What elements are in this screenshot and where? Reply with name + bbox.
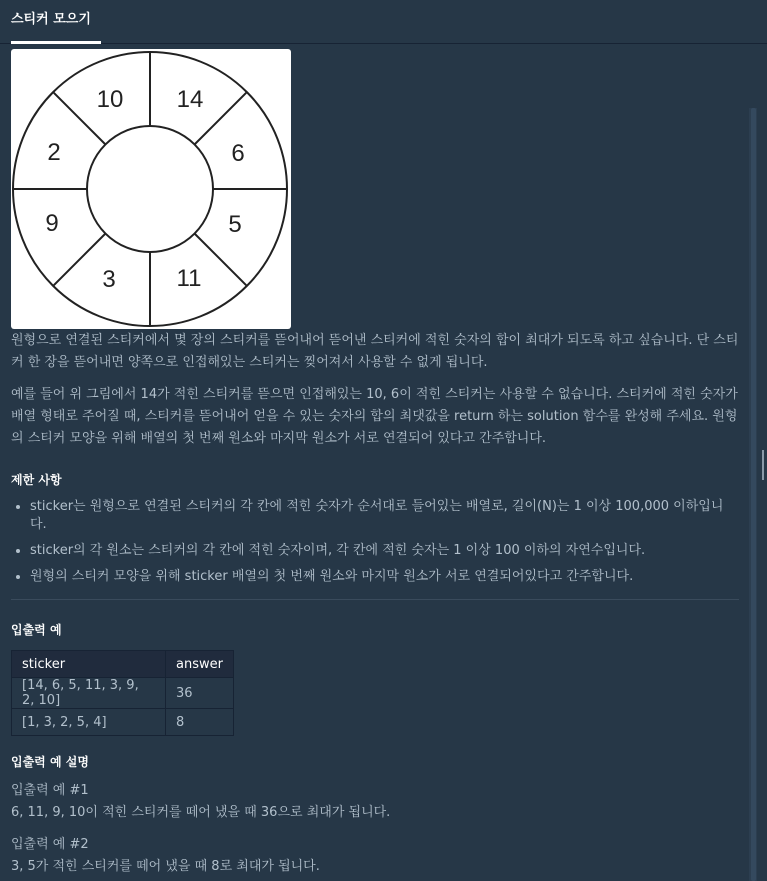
sticker-circle-figure (11, 49, 291, 329)
description-paragraph-2: 예를 들어 위 그림에서 14가 적힌 스티커를 뜯으면 인접해있는 10, 6이 적힌 스티커는 사용할 수 없습니다. 스티커에 적힌 숫자가 배열 형태로 주어질 때, 스티커를 뜯어내어 얻을 수 있는 숫자의 합의 최댓값을 return 하는 solution 함수를 완성해 주세요. 원형의 스티커 모양을 위해 배열의 첫 번째 원소와 마지막 원소가 서로 연결되어 있다고 간주합니다. (11, 387, 738, 446)
sticker-number: 10 (96, 86, 124, 113)
explanation-heading: 입출력 예 설명 (11, 755, 89, 769)
tab-active-indicator (11, 41, 101, 44)
column-header-sticker: sticker (12, 651, 166, 678)
example-2-text: 3, 5가 적힌 스티커를 떼어 냈을 때 8로 최대가 됩니다. (11, 859, 320, 874)
constraint-item: • sticker는 원형으로 연결된 스티커의 각 칸에 적힌 숫자가 순서대로 들어있는 배열로, 길이(N)는 1 이상 100,000 이하입니다. (30, 498, 739, 534)
sticker-number: 6 (231, 140, 245, 167)
example-1-text: 6, 11, 9, 10이 적힌 스티커를 떼어 냈을 때 36으로 최대가 됩니다. (11, 805, 391, 820)
examples-table (11, 650, 234, 736)
example-1-title: 입출력 예 #1 (11, 783, 89, 798)
sticker-number: 2 (47, 139, 61, 166)
sticker-number: 3 (102, 266, 116, 293)
sticker-number: 11 (176, 265, 202, 292)
constraints-list (11, 498, 739, 586)
example-2-title: 입출력 예 #2 (11, 837, 89, 852)
problem-content (11, 49, 739, 878)
examples-heading: 입출력 예 (11, 623, 62, 637)
description-paragraph-1: 원형으로 연결된 스티커에서 몇 장의 스티커를 뜯어내어 뜯어낸 스티커에 적힌 숫자의 합이 최대가 되도록 하고 싶습니다. 단 스티커 한 장을 뜯어내면 양쪽으로 인접해있는 스티커는 찢어져서 사용할 수 없게 됩니다. (11, 333, 739, 370)
sector-dividers (13, 52, 287, 326)
inner-ring (87, 126, 213, 252)
table-cell: [14, 6, 5, 11, 3, 9, 2, 10] (12, 678, 166, 709)
column-header-answer: answer (166, 651, 234, 678)
table-cell: [1, 3, 2, 5, 4] (12, 709, 166, 736)
table-header-row (12, 651, 234, 678)
sticker-number: 14 (176, 86, 204, 113)
table-cell: 36 (166, 678, 234, 709)
table-row (12, 678, 234, 709)
constraints-heading: 제한 사항 (11, 473, 62, 487)
sticker-number: 9 (45, 210, 59, 237)
scrollbar-thumb[interactable] (751, 108, 756, 881)
constraint-item: • sticker의 각 원소는 스티커의 각 칸에 적힌 숫자이며, 각 칸에 적힌 숫자는 1 이상 100 이하의 자연수입니다. (30, 542, 739, 560)
sticker-number: 5 (228, 211, 242, 238)
divider-bottom-left (53, 234, 105, 286)
divider-bottom-right (195, 234, 247, 286)
table-row (12, 709, 234, 736)
constraint-item: • 원형의 스티커 모양을 위해 sticker 배열의 첫 번째 원소와 마지막 원소가 서로 연결되어있다고 간주합니다. (30, 568, 739, 586)
section-divider (11, 599, 739, 600)
panel-resize-handle[interactable] (762, 450, 764, 480)
table-cell: 8 (166, 709, 234, 736)
tab-problem[interactable]: 스티커 모으기(2) (11, 12, 91, 67)
tab-bar (0, 0, 767, 67)
